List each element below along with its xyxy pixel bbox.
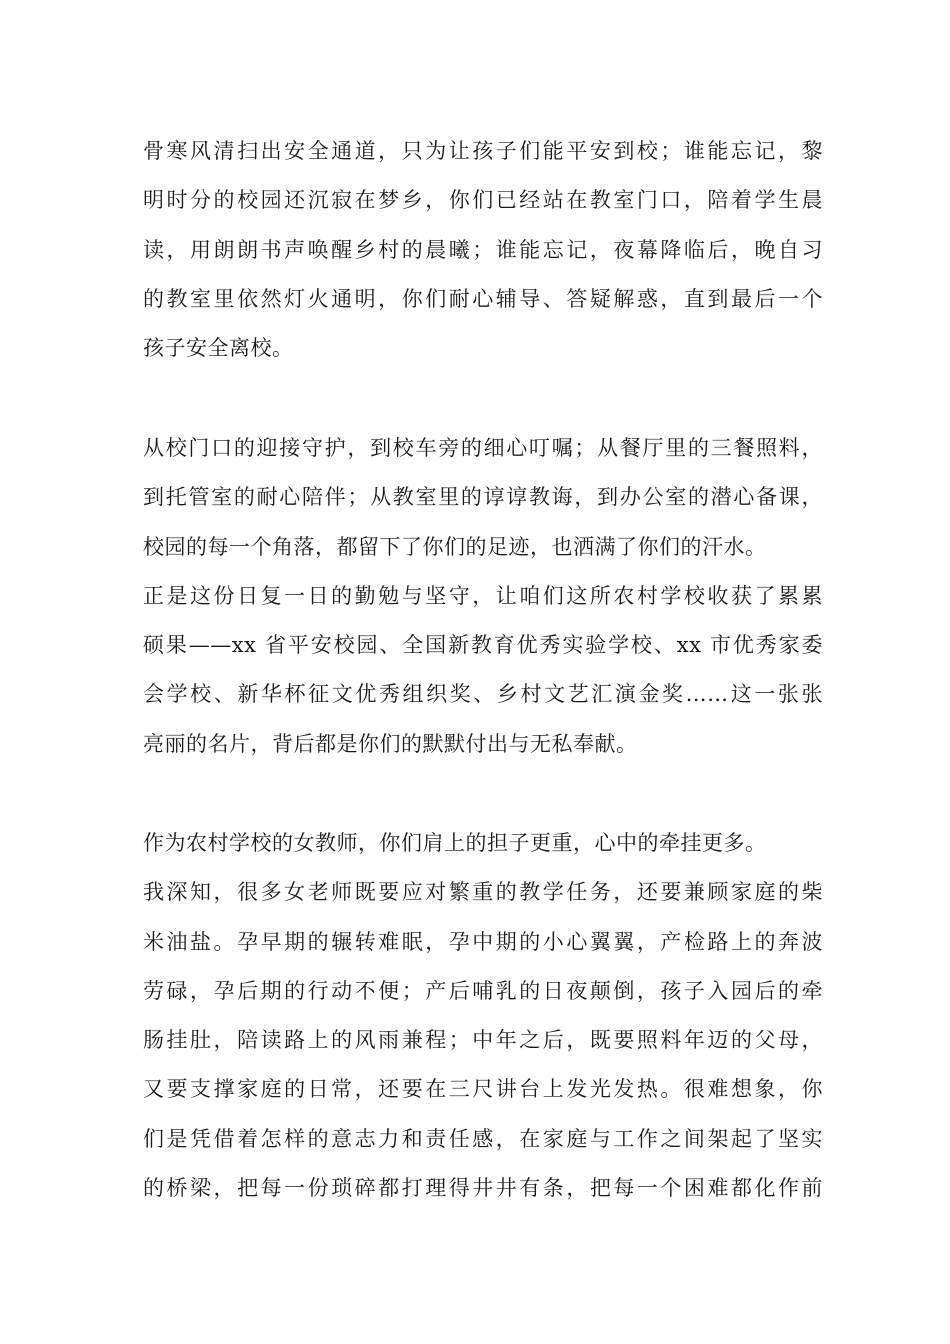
text-line: 骨寒风清扫出安全通道，只为让孩子们能平安到校；谁能忘记，黎 bbox=[143, 139, 823, 163]
text-line: 从校门口的迎接守护，到校车旁的细心叮嘱；从餐厅里的三餐照料， bbox=[143, 436, 823, 460]
text-line: 我深知，很多女老师既要应对繁重的教学任务，还要兼顾家庭的柴 bbox=[143, 880, 823, 905]
text-line: 米油盐。孕早期的辗转难眠，孕中期的小心翼翼，产检路上的奔波 bbox=[143, 929, 823, 954]
paragraph-1 bbox=[143, 127, 823, 373]
paragraph-3 bbox=[143, 819, 823, 1213]
text-line: 明时分的校园还沉寂在梦乡，你们已经站在教室门口，陪着学生晨 bbox=[143, 188, 823, 213]
text-line: 劳碌，孕后期的行动不便；产后哺乳的日夜颠倒，孩子入园后的牵 bbox=[143, 978, 823, 1003]
text-line: 的教室里依然灯火通明，你们耐心辅导、答疑解惑，直到最后一个 bbox=[143, 286, 823, 311]
text-line: 读，用朗朗书声唤醒乡村的晨曦；谁能忘记，夜幕降临后，晚自习 bbox=[143, 237, 823, 262]
text-line: 孩子安全离校。 bbox=[143, 336, 294, 361]
text-line: 又要支撑家庭的日常，还要在三尺讲台上发光发热。很难想象，你 bbox=[143, 1077, 823, 1102]
text-line: 校园的每一个角落，都留下了你们的足迹，也洒满了你们的汗水。 bbox=[143, 534, 767, 559]
text-line: 硕果——xx 省平安校园、全国新教育优秀实验学校、xx 市优秀家委 bbox=[143, 633, 823, 658]
text-line: 们是凭借着怎样的意志力和责任感，在家庭与工作之间架起了坚实 bbox=[143, 1126, 823, 1151]
text-line: 作为农村学校的女教师，你们肩上的担子更重，心中的牵挂更多。 bbox=[143, 831, 767, 855]
text-line: 亮丽的名片，背后都是你们的默默付出与无私奉献。 bbox=[143, 731, 638, 756]
text-line: 正是这份日复一日的勤勉与坚守，让咱们这所农村学校收获了累累 bbox=[143, 583, 823, 608]
text-line: 会学校、新华杯征文优秀组织奖、乡村文艺汇演金奖……这一张张 bbox=[143, 682, 823, 707]
text-line: 到托管室的耐心陪伴；从教室里的谆谆教诲，到办公室的潜心备课， bbox=[143, 485, 823, 510]
text-line: 的桥梁，把每一份琐碎都打理得井井有条，把每一个困难都化作前 bbox=[143, 1176, 823, 1201]
paragraph-2 bbox=[143, 424, 823, 769]
text-line: 肠挂肚，陪读路上的风雨兼程；中年之后，既要照料年迈的父母， bbox=[143, 1028, 823, 1053]
